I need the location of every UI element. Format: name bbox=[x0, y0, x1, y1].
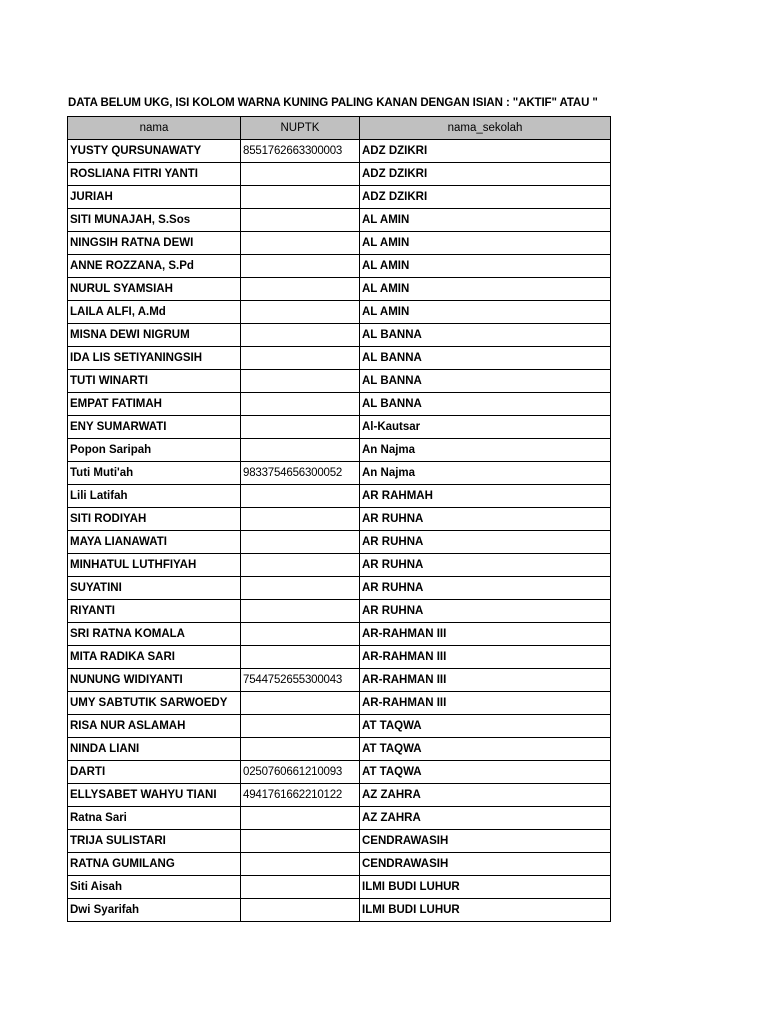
table-row bbox=[68, 830, 611, 853]
cell-nama-sekolah[interactable]: Al-Kautsar bbox=[360, 416, 611, 439]
cell-nama[interactable]: MISNA DEWI NIGRUM bbox=[68, 324, 241, 347]
cell-nama-sekolah[interactable]: AR RUHNA bbox=[360, 508, 611, 531]
cell-nuptk[interactable] bbox=[241, 370, 360, 393]
cell-nama[interactable]: RATNA GUMILANG bbox=[68, 853, 241, 876]
cell-nama-sekolah[interactable]: AL AMIN bbox=[360, 255, 611, 278]
cell-nuptk[interactable] bbox=[241, 899, 360, 922]
cell-nama[interactable]: MINHATUL LUTHFIYAH bbox=[68, 554, 241, 577]
cell-nama[interactable]: TRIJA SULISTARI bbox=[68, 830, 241, 853]
table-body bbox=[68, 140, 611, 922]
table-row bbox=[68, 853, 611, 876]
cell-nama[interactable]: RISA NUR ASLAMAH bbox=[68, 715, 241, 738]
cell-nama[interactable]: SUYATINI bbox=[68, 577, 241, 600]
cell-nama-sekolah[interactable]: AL BANNA bbox=[360, 370, 611, 393]
cell-nuptk[interactable] bbox=[241, 715, 360, 738]
table-row bbox=[68, 577, 611, 600]
cell-nuptk[interactable] bbox=[241, 554, 360, 577]
cell-nama-sekolah[interactable]: AL AMIN bbox=[360, 209, 611, 232]
cell-nuptk[interactable] bbox=[241, 186, 360, 209]
table-row bbox=[68, 554, 611, 577]
cell-nama[interactable]: NINDA LIANI bbox=[68, 738, 241, 761]
cell-nama[interactable]: YUSTY QURSUNAWATY bbox=[68, 140, 241, 163]
cell-nuptk[interactable] bbox=[241, 738, 360, 761]
cell-nuptk[interactable] bbox=[241, 692, 360, 715]
table-row bbox=[68, 370, 611, 393]
table-row bbox=[68, 462, 611, 485]
cell-nama[interactable]: EMPAT FATIMAH bbox=[68, 393, 241, 416]
table-row bbox=[68, 324, 611, 347]
cell-nuptk[interactable] bbox=[241, 876, 360, 899]
table-row bbox=[68, 508, 611, 531]
cell-nama-sekolah[interactable]: AZ ZAHRA bbox=[360, 784, 611, 807]
cell-nuptk[interactable] bbox=[241, 301, 360, 324]
cell-nuptk[interactable] bbox=[241, 416, 360, 439]
cell-nuptk[interactable] bbox=[241, 163, 360, 186]
cell-nama[interactable]: Ratna Sari bbox=[68, 807, 241, 830]
cell-nama[interactable]: Tuti Muti'ah bbox=[68, 462, 241, 485]
table-row bbox=[68, 278, 611, 301]
table-row bbox=[68, 531, 611, 554]
cell-nama-sekolah[interactable]: AR-RAHMAN III bbox=[360, 669, 611, 692]
table-row bbox=[68, 715, 611, 738]
cell-nama-sekolah[interactable]: AL BANNA bbox=[360, 393, 611, 416]
cell-nama-sekolah[interactable]: AT TAQWA bbox=[360, 761, 611, 784]
cell-nama-sekolah[interactable]: AT TAQWA bbox=[360, 715, 611, 738]
sheet-title: DATA BELUM UKG, ISI KOLOM WARNA KUNING PALING KANAN DENGAN ISIAN : "AKTIF" ATAU " bbox=[68, 97, 598, 109]
cell-nuptk[interactable] bbox=[241, 324, 360, 347]
cell-nama-sekolah[interactable]: AR-RAHMAN III bbox=[360, 646, 611, 669]
cell-nuptk[interactable]: 9833754656300052 bbox=[241, 462, 360, 485]
cell-nuptk[interactable]: 8551762663300003 bbox=[241, 140, 360, 163]
table-row bbox=[68, 255, 611, 278]
table-row bbox=[68, 485, 611, 508]
cell-nama[interactable]: ROSLIANA FITRI YANTI bbox=[68, 163, 241, 186]
table-row bbox=[68, 186, 611, 209]
cell-nama-sekolah[interactable]: CENDRAWASIH bbox=[360, 830, 611, 853]
cell-nuptk[interactable] bbox=[241, 623, 360, 646]
cell-nuptk[interactable] bbox=[241, 531, 360, 554]
column-header-nama-sekolah[interactable]: nama_sekolah bbox=[360, 117, 611, 140]
cell-nuptk[interactable] bbox=[241, 255, 360, 278]
cell-nuptk[interactable] bbox=[241, 232, 360, 255]
cell-nama-sekolah[interactable]: AL AMIN bbox=[360, 301, 611, 324]
cell-nama-sekolah[interactable]: ADZ DZIKRI bbox=[360, 163, 611, 186]
cell-nuptk[interactable]: 7544752655300043 bbox=[241, 669, 360, 692]
table-row bbox=[68, 393, 611, 416]
cell-nama[interactable]: TUTI WINARTI bbox=[68, 370, 241, 393]
cell-nama[interactable]: DARTI bbox=[68, 761, 241, 784]
cell-nama[interactable]: ENY SUMARWATI bbox=[68, 416, 241, 439]
table-row bbox=[68, 876, 611, 899]
cell-nama[interactable]: JURIAH bbox=[68, 186, 241, 209]
cell-nama-sekolah[interactable]: An Najma bbox=[360, 462, 611, 485]
cell-nama[interactable]: IDA LIS SETIYANINGSIH bbox=[68, 347, 241, 370]
cell-nama-sekolah[interactable]: An Najma bbox=[360, 439, 611, 462]
cell-nama-sekolah[interactable]: ILMI BUDI LUHUR bbox=[360, 876, 611, 899]
cell-nuptk[interactable] bbox=[241, 439, 360, 462]
cell-nama[interactable]: SITI RODIYAH bbox=[68, 508, 241, 531]
cell-nama-sekolah[interactable]: AL AMIN bbox=[360, 232, 611, 255]
cell-nama[interactable]: MITA RADIKA SARI bbox=[68, 646, 241, 669]
table-row bbox=[68, 600, 611, 623]
cell-nuptk[interactable] bbox=[241, 508, 360, 531]
header-row bbox=[68, 117, 611, 140]
table-row bbox=[68, 784, 611, 807]
table-row bbox=[68, 140, 611, 163]
cell-nuptk[interactable] bbox=[241, 646, 360, 669]
cell-nuptk[interactable] bbox=[241, 209, 360, 232]
column-header-nama[interactable]: nama bbox=[68, 117, 241, 140]
cell-nama-sekolah[interactable]: AZ ZAHRA bbox=[360, 807, 611, 830]
cell-nuptk[interactable] bbox=[241, 807, 360, 830]
cell-nama-sekolah[interactable]: AR RUHNA bbox=[360, 554, 611, 577]
cell-nuptk[interactable] bbox=[241, 600, 360, 623]
cell-nama-sekolah[interactable]: AR RUHNA bbox=[360, 531, 611, 554]
cell-nama[interactable]: Dwi Syarifah bbox=[68, 899, 241, 922]
cell-nuptk[interactable]: 4941761662210122 bbox=[241, 784, 360, 807]
cell-nama[interactable]: ELLYSABET WAHYU TIANI bbox=[68, 784, 241, 807]
cell-nama[interactable]: NINGSIH RATNA DEWI bbox=[68, 232, 241, 255]
cell-nama[interactable]: UMY SABTUTIK SARWOEDY bbox=[68, 692, 241, 715]
cell-nuptk[interactable]: 0250760661210093 bbox=[241, 761, 360, 784]
cell-nuptk[interactable] bbox=[241, 278, 360, 301]
table-row bbox=[68, 209, 611, 232]
cell-nuptk[interactable] bbox=[241, 393, 360, 416]
cell-nama-sekolah[interactable]: ADZ DZIKRI bbox=[360, 140, 611, 163]
table-row bbox=[68, 439, 611, 462]
cell-nama-sekolah[interactable]: AL BANNA bbox=[360, 347, 611, 370]
cell-nama[interactable]: RIYANTI bbox=[68, 600, 241, 623]
cell-nama[interactable]: NURUL SYAMSIAH bbox=[68, 278, 241, 301]
cell-nama-sekolah[interactable]: CENDRAWASIH bbox=[360, 853, 611, 876]
table-row bbox=[68, 347, 611, 370]
table-row bbox=[68, 163, 611, 186]
table-row bbox=[68, 623, 611, 646]
cell-nama[interactable]: MAYA LIANAWATI bbox=[68, 531, 241, 554]
cell-nama[interactable]: ANNE ROZZANA, S.Pd bbox=[68, 255, 241, 278]
table-row bbox=[68, 646, 611, 669]
cell-nuptk[interactable] bbox=[241, 347, 360, 370]
cell-nama-sekolah[interactable]: AR RUHNA bbox=[360, 600, 611, 623]
cell-nama-sekolah[interactable]: AL AMIN bbox=[360, 278, 611, 301]
table-row bbox=[68, 669, 611, 692]
cell-nuptk[interactable] bbox=[241, 577, 360, 600]
table-row bbox=[68, 692, 611, 715]
cell-nama-sekolah[interactable]: AR RAHMAH bbox=[360, 485, 611, 508]
cell-nama[interactable]: Popon Saripah bbox=[68, 439, 241, 462]
table-row bbox=[68, 761, 611, 784]
cell-nuptk[interactable] bbox=[241, 485, 360, 508]
table-row bbox=[68, 301, 611, 324]
table-row bbox=[68, 899, 611, 922]
cell-nama[interactable]: NUNUNG WIDIYANTI bbox=[68, 669, 241, 692]
cell-nama-sekolah[interactable]: AR RUHNA bbox=[360, 577, 611, 600]
cell-nama-sekolah[interactable]: ILMI BUDI LUHUR bbox=[360, 899, 611, 922]
cell-nama[interactable]: Siti Aisah bbox=[68, 876, 241, 899]
cell-nama-sekolah[interactable]: AR-RAHMAN III bbox=[360, 623, 611, 646]
cell-nama[interactable]: LAILA ALFI, A.Md bbox=[68, 301, 241, 324]
table-row bbox=[68, 416, 611, 439]
table-row bbox=[68, 738, 611, 761]
cell-nuptk[interactable] bbox=[241, 830, 360, 853]
table-row bbox=[68, 807, 611, 830]
cell-nama-sekolah[interactable]: AR-RAHMAN III bbox=[360, 692, 611, 715]
cell-nama-sekolah[interactable]: ADZ DZIKRI bbox=[360, 186, 611, 209]
cell-nama[interactable]: Lili Latifah bbox=[68, 485, 241, 508]
cell-nama-sekolah[interactable]: AL BANNA bbox=[360, 324, 611, 347]
cell-nama-sekolah[interactable]: AT TAQWA bbox=[360, 738, 611, 761]
column-header-nuptk[interactable]: NUPTK bbox=[241, 117, 360, 140]
data-table bbox=[67, 116, 611, 922]
cell-nuptk[interactable] bbox=[241, 853, 360, 876]
table-row bbox=[68, 232, 611, 255]
cell-nama[interactable]: SRI RATNA KOMALA bbox=[68, 623, 241, 646]
cell-nama[interactable]: SITI MUNAJAH, S.Sos bbox=[68, 209, 241, 232]
